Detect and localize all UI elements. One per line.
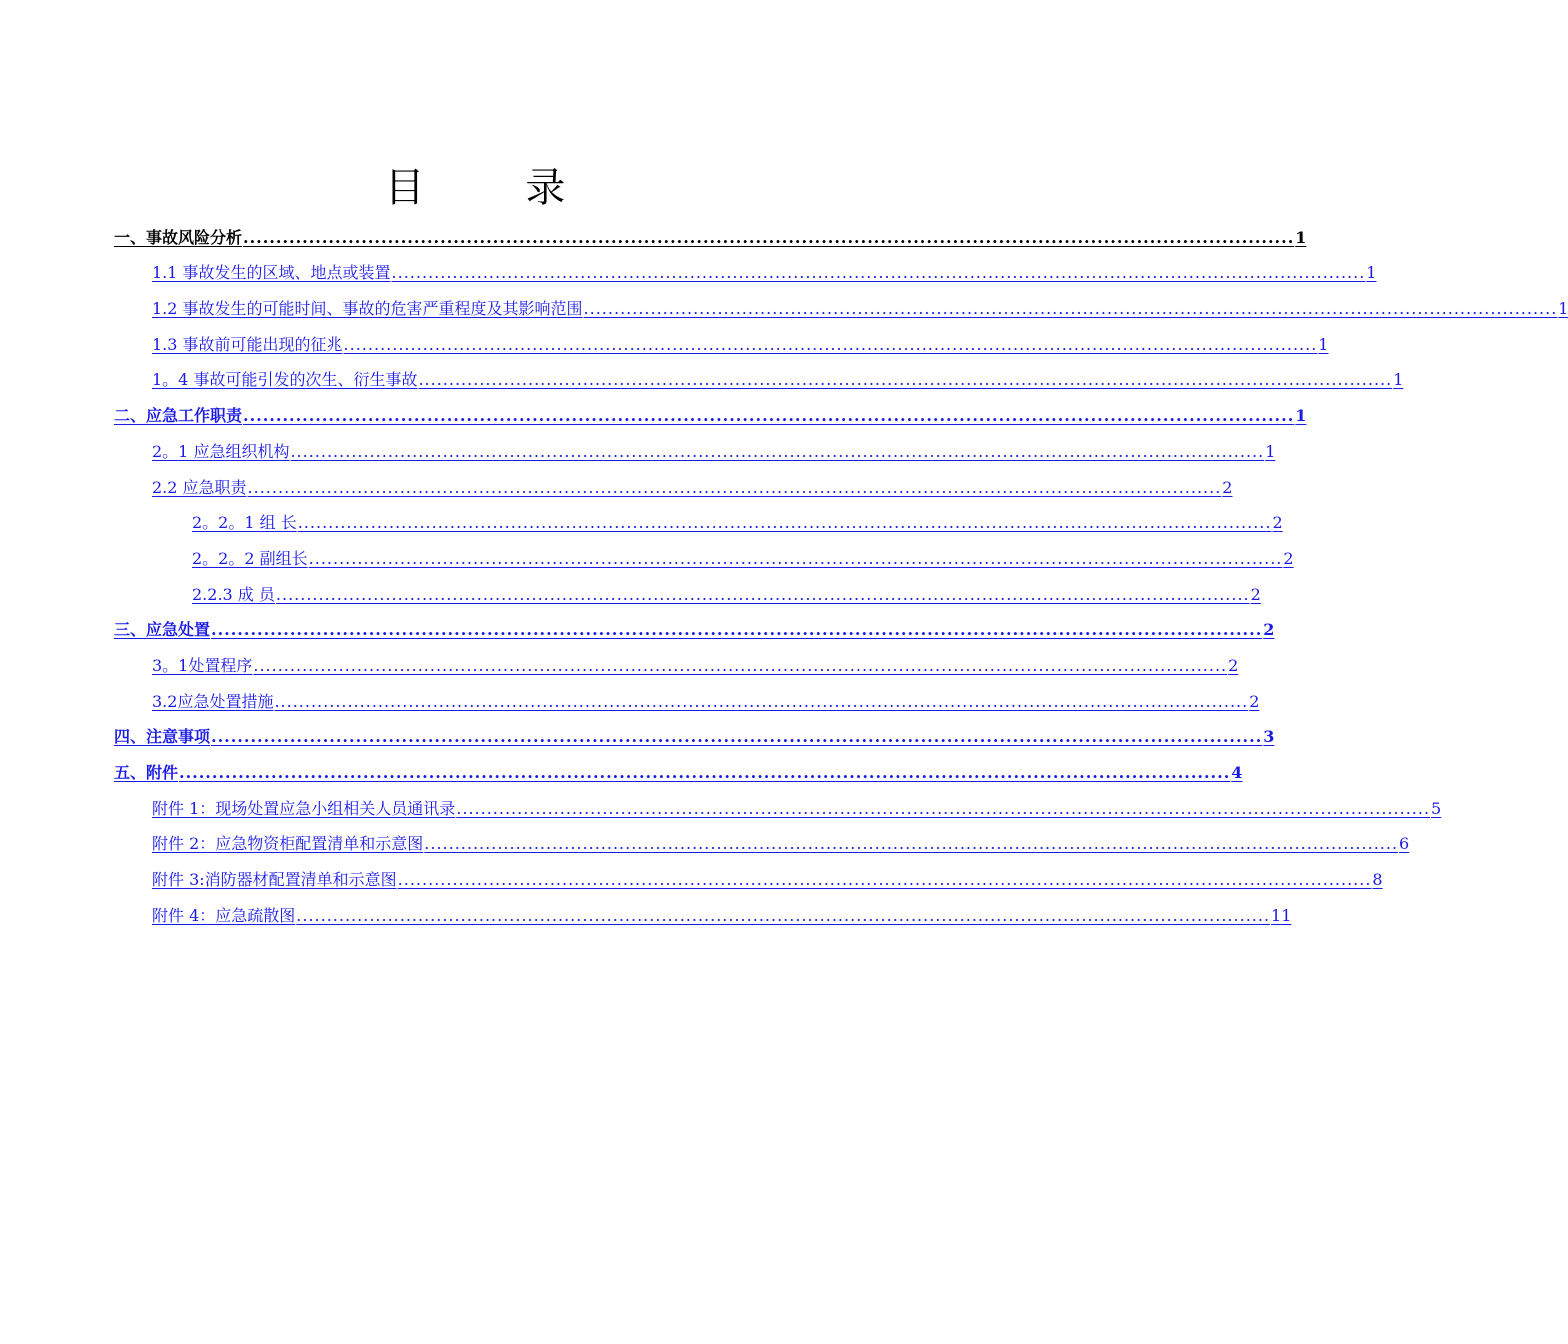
toc-entry-label: 四、注意事项	[114, 727, 211, 747]
toc-leader-dots: ................................................................................................................................................................	[253, 655, 1228, 675]
toc-entry-label: 五、附件	[114, 763, 179, 782]
toc-entry-2-1[interactable]	[114, 432, 1276, 468]
toc-entry-page: 2	[1228, 655, 1239, 675]
toc-entry-1-2[interactable]	[114, 289, 1568, 325]
toc-entry-2-2-3[interactable]	[114, 575, 1261, 611]
toc-leader-dots: ................................................................................................................................................................	[243, 406, 1295, 426]
toc-entry-page: 1	[1295, 227, 1307, 247]
toc-entry-page: 1	[1265, 441, 1276, 461]
toc-entry-section-4[interactable]	[114, 718, 1275, 754]
toc-leader-dots: ................................................................................................................................................................	[583, 299, 1558, 319]
toc-entry-label: 2。2。2 副组长	[192, 548, 308, 568]
toc-leader-dots: ................................................................................................................................................................	[275, 584, 1250, 604]
toc-entry-2-2[interactable]	[114, 468, 1233, 504]
toc-leader-dots: ................................................................................................................................................................	[274, 691, 1249, 711]
toc-entry-page: 2	[1250, 584, 1261, 604]
toc-entry-label: 3。1处置程序	[152, 655, 253, 675]
toc-leader-dots: ................................................................................................................................................................	[308, 548, 1283, 568]
toc-leader-dots: ................................................................................................................................................................	[296, 905, 1271, 925]
toc-entry-label: 1.3 事故前可能出现的征兆	[152, 334, 343, 354]
toc-title: 目 录	[384, 165, 610, 211]
toc-entry-2-2-2[interactable]	[114, 539, 1294, 575]
toc-entry-label: 2.2 应急职责	[152, 477, 247, 497]
toc-entry-page: 1	[1318, 334, 1329, 354]
toc-entry-3-1[interactable]	[114, 646, 1239, 682]
toc-entry-2-2-1[interactable]	[114, 504, 1283, 540]
toc-entry-page: 2	[1222, 477, 1233, 497]
toc-entry-page: 11	[1271, 905, 1292, 925]
toc-entry-label: 附件 4：应急疏散图	[152, 905, 296, 925]
toc-entry-label: 三、应急处置	[114, 620, 211, 640]
toc-entry-section-2[interactable]	[114, 396, 1307, 432]
toc-entry-appendix-1[interactable]	[114, 789, 1442, 825]
toc-entry-appendix-3[interactable]	[114, 860, 1383, 896]
toc-entry-page: 2	[1283, 548, 1294, 568]
toc-entry-appendix-4[interactable]	[114, 896, 1292, 932]
toc-entry-page: 2	[1263, 620, 1275, 640]
toc-entry-page: 1	[1295, 406, 1307, 426]
toc-leader-dots: ................................................................................................................................................................	[290, 441, 1265, 461]
toc-entry-page: 5	[1431, 798, 1442, 818]
toc-entry-section-5[interactable]	[114, 753, 1243, 789]
toc-entry-page: 6	[1399, 834, 1410, 854]
toc-leader-dots: ................................................................................................................................................................	[179, 763, 1231, 782]
toc-leader-dots: ................................................................................................................................................................	[456, 798, 1431, 818]
toc-entry-label: 1.2 事故发生的可能时间、事故的危害严重程度及其影响范围	[152, 299, 583, 319]
toc-entry-page: 1	[1558, 299, 1568, 319]
toc-entry-label: 2。1 应急组织机构	[152, 441, 290, 461]
toc-entry-appendix-2[interactable]	[114, 825, 1410, 861]
toc-leader-dots: ................................................................................................................................................................	[397, 870, 1372, 890]
toc-entry-section-3[interactable]	[114, 611, 1275, 647]
toc-entry-label: 3.2应急处置措施	[152, 691, 274, 711]
toc-list	[114, 218, 1568, 932]
toc-entry-page: 1	[1366, 263, 1377, 283]
toc-entry-label: 2。2。1 组 长	[192, 513, 297, 533]
toc-leader-dots: ................................................................................................................................................................	[211, 620, 1263, 640]
toc-entry-page: 3	[1263, 727, 1275, 747]
toc-entry-1-3[interactable]	[114, 325, 1329, 361]
toc-entry-label: 二、应急工作职责	[114, 406, 243, 426]
toc-entry-label: 2.2.3 成 员	[192, 584, 275, 604]
toc-entry-label: 1.1 事故发生的区域、地点或装置	[152, 263, 391, 283]
toc-entry-section-1[interactable]	[114, 218, 1307, 254]
toc-leader-dots: ................................................................................................................................................................	[391, 263, 1366, 283]
toc-entry-3-2[interactable]	[114, 682, 1260, 718]
toc-entry-page: 1	[1393, 370, 1404, 390]
toc-leader-dots: ................................................................................................................................................................	[343, 334, 1318, 354]
toc-entry-label: 附件 1：现场处置应急小组相关人员通讯录	[152, 798, 456, 818]
toc-leader-dots: ................................................................................................................................................................	[247, 477, 1222, 497]
toc-leader-dots: ................................................................................................................................................................	[424, 834, 1399, 854]
toc-entry-label: 一、事故风险分析	[114, 227, 243, 247]
toc-entry-1-1[interactable]	[114, 254, 1377, 290]
toc-entry-page: 4	[1231, 763, 1243, 782]
toc-entry-page: 2	[1249, 691, 1260, 711]
toc-entry-1-4[interactable]	[114, 361, 1404, 397]
toc-leader-dots: ................................................................................................................................................................	[243, 227, 1295, 247]
toc-entry-label: 附件 2：应急物资柜配置清单和示意图	[152, 834, 424, 854]
toc-leader-dots: ................................................................................................................................................................	[418, 370, 1393, 390]
toc-entry-label: 1。4 事故可能引发的次生、衍生事故	[152, 370, 418, 390]
toc-entry-page: 8	[1372, 870, 1383, 890]
toc-leader-dots: ................................................................................................................................................................	[211, 727, 1263, 747]
toc-entry-label: 附件 3:消防器材配置清单和示意图	[152, 870, 397, 890]
toc-entry-page: 2	[1272, 513, 1283, 533]
toc-leader-dots: ................................................................................................................................................................	[297, 513, 1272, 533]
